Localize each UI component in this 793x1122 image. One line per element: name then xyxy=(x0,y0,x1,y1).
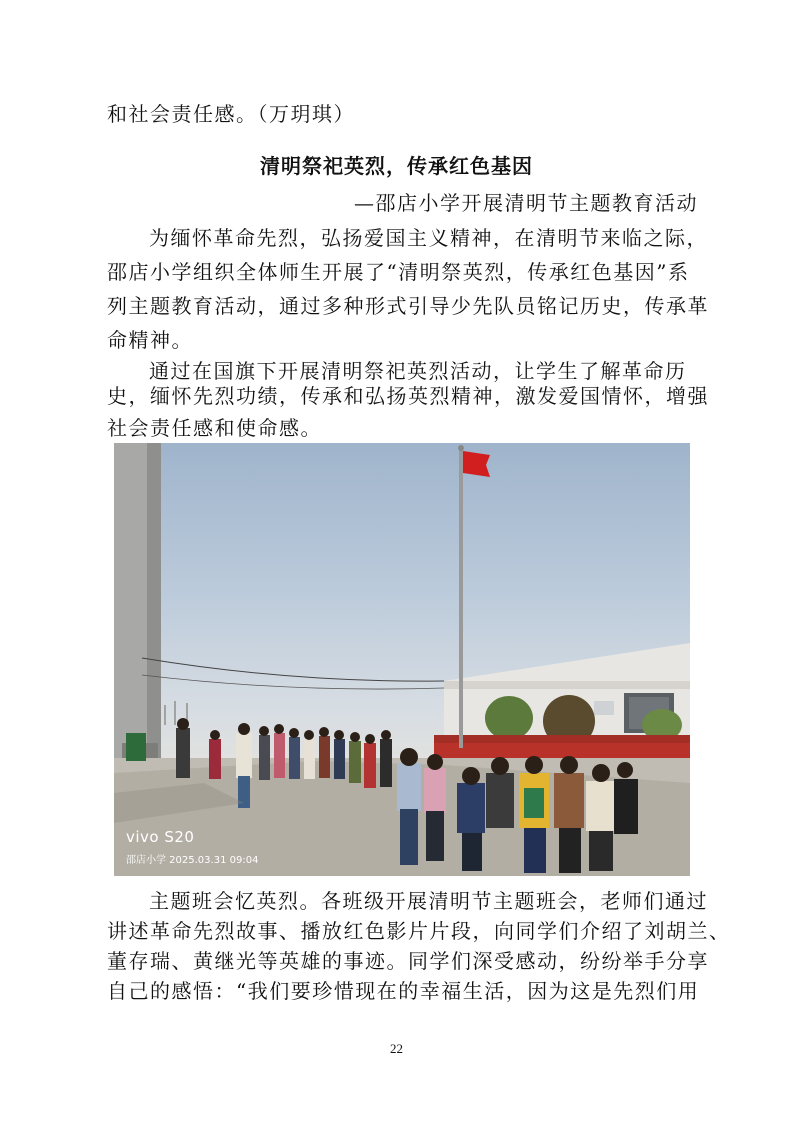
paragraph-2-line-2: 史，缅怀先烈功绩，传承和弘扬英烈精神，激发爱国情怀，增强 xyxy=(107,384,709,408)
camera-watermark-meta: 邵店小学 2025.03.31 09:04 xyxy=(126,855,259,866)
camera-watermark-brand: vivo S20 xyxy=(126,828,195,846)
paragraph-2-line-3: 社会责任感和使命感。 xyxy=(107,416,322,440)
paragraph-3-line-4: 自己的感悟：“我们要珍惜现在的幸福生活，因为这是先烈们用 xyxy=(107,979,700,1003)
paragraph-3-line-3: 董存瑞、黄继光等英雄的事迹。同学们深受感动，纷纷举手分享 xyxy=(107,949,709,973)
paragraph-2-line-1: 通过在国旗下开展清明祭祀英烈活动，让学生了解革命历 xyxy=(149,359,687,383)
paragraph-1-line-3: 列主题教育活动，通过多种形式引导少先队员铭记历史，传承革 xyxy=(107,294,709,318)
paragraph-1-line-2: 邵店小学组织全体师生开展了“清明祭英烈，传承红色基因”系 xyxy=(107,260,690,284)
previous-article-tail: 和社会责任感。（万玥琪） xyxy=(107,102,355,126)
page-number: 22 xyxy=(390,1041,403,1056)
paragraph-1-line-1: 为缅怀革命先烈，弘扬爱国主义精神，在清明节来临之际， xyxy=(149,226,708,250)
article-subtitle: —邵店小学开展清明节主题教育活动 xyxy=(354,191,698,215)
flag-ceremony-photo xyxy=(114,443,690,876)
photo-illustration xyxy=(114,443,690,876)
paragraph-1-line-4: 命精神。 xyxy=(107,328,193,352)
paragraph-3-line-1: 主题班会忆英烈。各班级开展清明节主题班会，老师们通过 xyxy=(149,889,708,913)
article-title: 清明祭祀英烈，传承红色基因 xyxy=(260,154,533,178)
paragraph-3-line-2: 讲述革命先烈故事、播放红色影片片段，向同学们介绍了刘胡兰、 xyxy=(107,919,731,943)
